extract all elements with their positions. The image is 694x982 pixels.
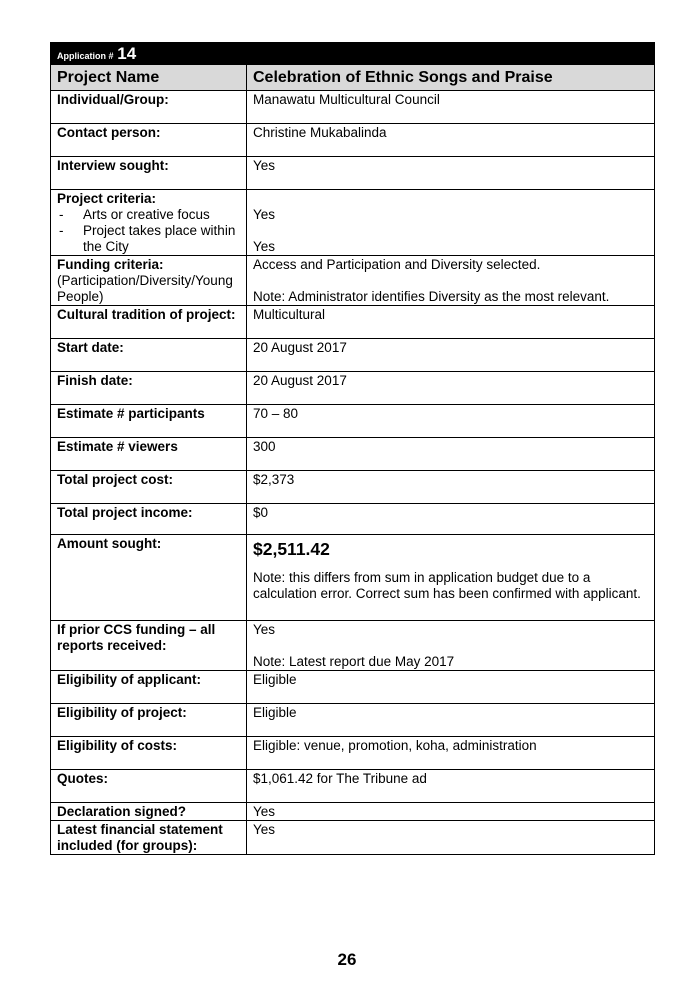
prior-ccs-row xyxy=(51,621,655,671)
criteria-value-city: Yes xyxy=(253,239,276,254)
contact-person-value: Christine Mukabalinda xyxy=(247,124,655,157)
amount-sought-values xyxy=(247,535,655,621)
project-criteria-label: Project criteria: xyxy=(57,191,157,206)
viewers-label: Estimate # viewers xyxy=(51,438,247,471)
financial-statement-row xyxy=(51,821,655,855)
participants-label: Estimate # participants xyxy=(51,405,247,438)
total-income-value: $0 xyxy=(247,504,655,535)
criteria-item-text: Arts or creative focus xyxy=(83,207,210,222)
prior-ccs-value: Yes xyxy=(253,622,276,637)
project-name-row xyxy=(51,65,655,91)
funding-criteria-row xyxy=(51,256,655,306)
prior-ccs-note: Note: Latest report due May 2017 xyxy=(253,654,455,669)
criteria-dash: - xyxy=(59,223,64,238)
cultural-tradition-value: Multicultural xyxy=(247,306,655,339)
amount-sought-label: Amount sought: xyxy=(51,535,247,621)
individual-group-row xyxy=(51,91,655,124)
total-cost-value: $2,373 xyxy=(247,471,655,504)
eligibility-project-value: Eligible xyxy=(247,704,655,737)
funding-criteria-sublabel: (Participation/Diversity/Young People) xyxy=(57,273,233,304)
eligibility-applicant-label: Eligibility of applicant: xyxy=(51,671,247,704)
total-income-row xyxy=(51,504,655,535)
application-table xyxy=(50,42,655,855)
application-number-cell xyxy=(51,43,247,65)
total-cost-label: Total project cost: xyxy=(51,471,247,504)
interview-sought-row xyxy=(51,157,655,190)
funding-criteria-values xyxy=(247,256,655,306)
quotes-label: Quotes: xyxy=(51,770,247,803)
total-cost-row xyxy=(51,471,655,504)
total-income-label: Total project income: xyxy=(51,504,247,535)
start-date-value: 20 August 2017 xyxy=(247,339,655,372)
amount-sought-value: $2,511.42 xyxy=(253,539,330,559)
criteria-item-text: Project takes place within the City xyxy=(83,223,236,254)
application-label: Application # xyxy=(57,51,114,61)
project-criteria-row xyxy=(51,190,655,256)
start-date-row xyxy=(51,339,655,372)
criteria-dash: - xyxy=(59,207,64,222)
eligibility-applicant-value: Eligible xyxy=(247,671,655,704)
individual-group-value: Manawatu Multicultural Council xyxy=(247,91,655,124)
interview-sought-value: Yes xyxy=(247,157,655,190)
viewers-value: 300 xyxy=(247,438,655,471)
start-date-label: Start date: xyxy=(51,339,247,372)
application-number: 14 xyxy=(117,44,137,63)
eligibility-costs-row xyxy=(51,737,655,770)
cultural-tradition-row xyxy=(51,306,655,339)
project-name-value: Celebration of Ethnic Songs and Praise xyxy=(247,65,655,91)
criteria-item-arts xyxy=(57,207,240,223)
contact-person-label: Contact person: xyxy=(51,124,247,157)
eligibility-costs-label: Eligibility of costs: xyxy=(51,737,247,770)
criteria-value-arts: Yes xyxy=(253,207,276,222)
amount-sought-note: Note: this differs from sum in application budget due to a calculation error. Correct sum has been confirmed with applicant. xyxy=(253,570,641,601)
quotes-row xyxy=(51,770,655,803)
prior-ccs-values xyxy=(247,621,655,671)
contact-person-row xyxy=(51,124,655,157)
header-empty-cell xyxy=(247,43,655,65)
declaration-label: Declaration signed? xyxy=(51,803,247,821)
funding-criteria-label: Funding criteria: xyxy=(57,257,164,272)
eligibility-costs-value: Eligible: venue, promotion, koha, administration xyxy=(247,737,655,770)
prior-ccs-label: If prior CCS funding – all reports received: xyxy=(51,621,247,671)
eligibility-project-row xyxy=(51,704,655,737)
finish-date-row xyxy=(51,372,655,405)
participants-row xyxy=(51,405,655,438)
participants-value: 70 – 80 xyxy=(247,405,655,438)
project-criteria-cell xyxy=(51,190,247,256)
finish-date-value: 20 August 2017 xyxy=(247,372,655,405)
page-number: 26 xyxy=(337,950,357,969)
funding-criteria-value: Access and Participation and Diversity selected. xyxy=(253,257,541,272)
declaration-value: Yes xyxy=(247,803,655,821)
declaration-row xyxy=(51,803,655,821)
criteria-item-city xyxy=(57,223,240,255)
funding-criteria-cell xyxy=(51,256,247,306)
interview-sought-label: Interview sought: xyxy=(51,157,247,190)
individual-group-label: Individual/Group: xyxy=(51,91,247,124)
financial-statement-value: Yes xyxy=(247,821,655,855)
quotes-value: $1,061.42 for The Tribune ad xyxy=(247,770,655,803)
eligibility-project-label: Eligibility of project: xyxy=(51,704,247,737)
viewers-row xyxy=(51,438,655,471)
financial-statement-label: Latest financial statement included (for groups): xyxy=(51,821,247,855)
finish-date-label: Finish date: xyxy=(51,372,247,405)
project-name-label: Project Name xyxy=(51,65,247,91)
eligibility-applicant-row xyxy=(51,671,655,704)
cultural-tradition-label: Cultural tradition of project: xyxy=(51,306,247,339)
amount-sought-row xyxy=(51,535,655,621)
funding-criteria-note: Note: Administrator identifies Diversity as the most relevant. xyxy=(253,289,610,304)
application-header-row xyxy=(51,43,655,65)
project-criteria-values xyxy=(247,190,655,256)
